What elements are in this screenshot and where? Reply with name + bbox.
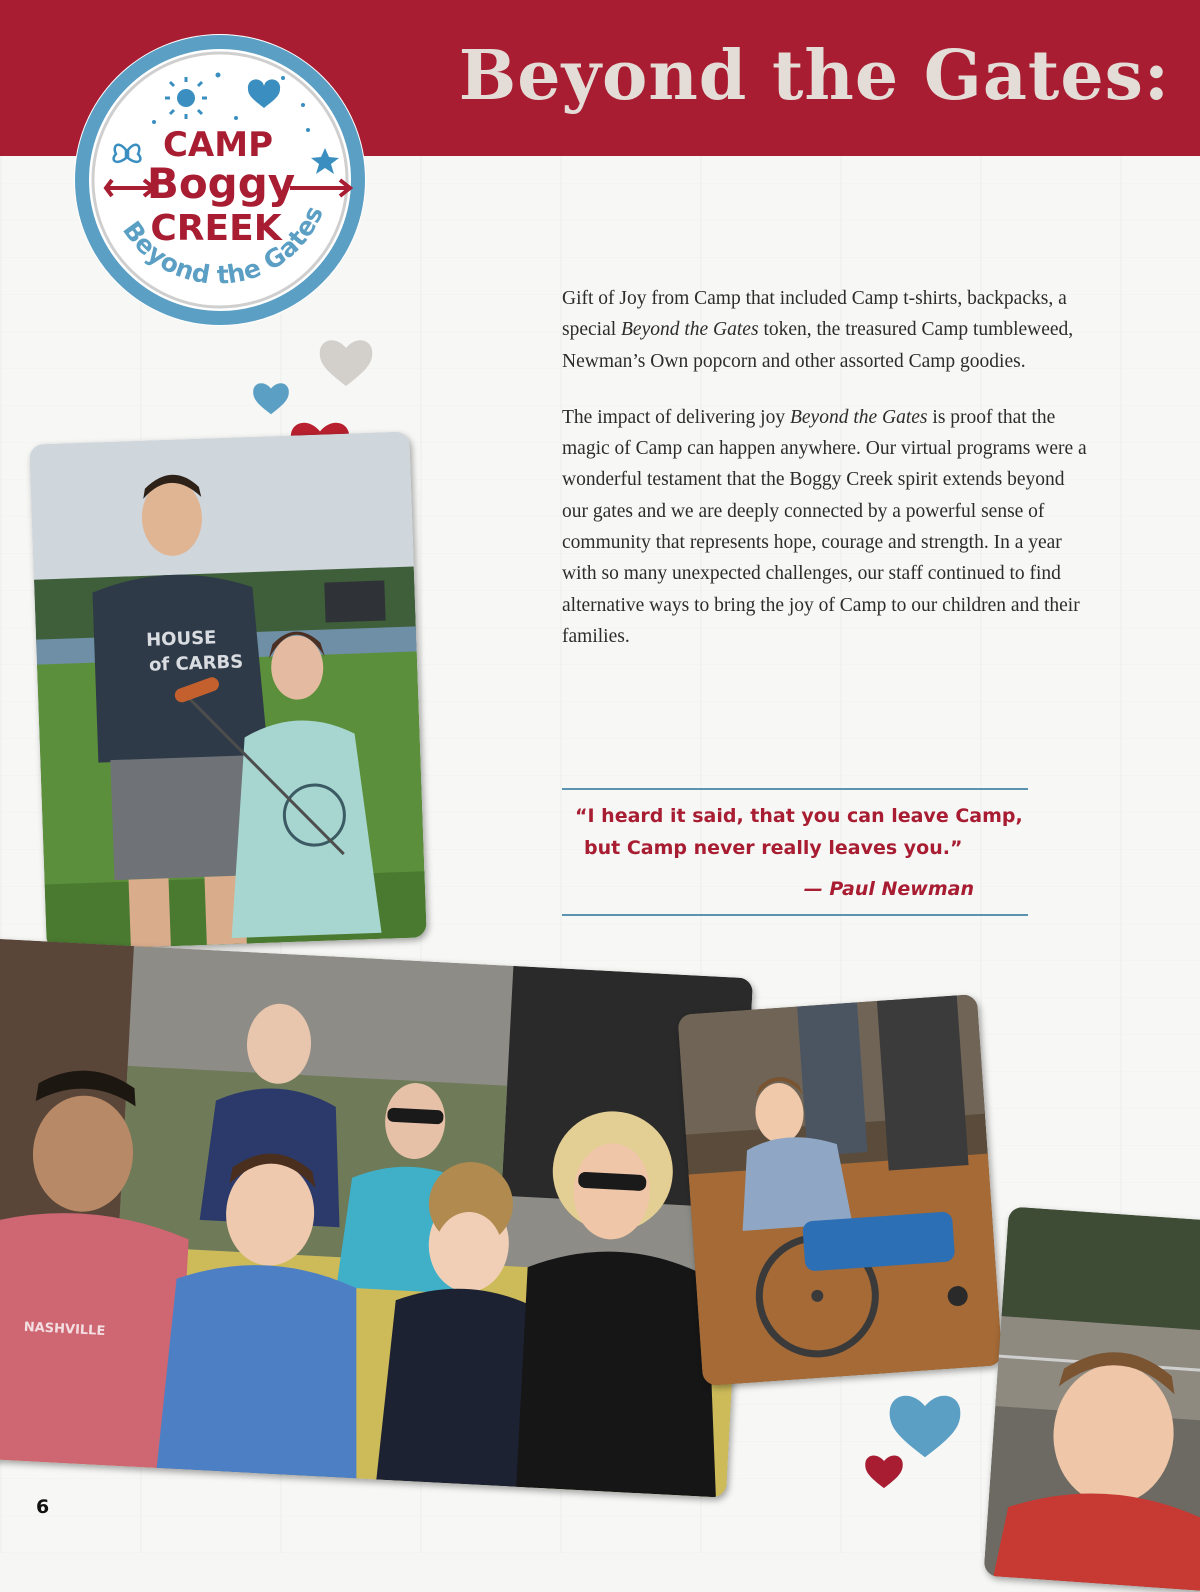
page-title: Beyond the Gates: bbox=[458, 36, 1170, 116]
quote-line-2: but Camp never really leaves you.” bbox=[584, 837, 963, 859]
paragraph-gift-of-joy: Gift of Joy from Camp that included Camp t-shirts, backpacks, a special Beyond the Gates token, the treasured Camp tumbleweed, Newman’s Own popcorn and other assorted Camp goodies. bbox=[562, 288, 1074, 372]
gray-heart-icon bbox=[318, 336, 374, 388]
shirt-text-nashville: NASHVILLE bbox=[23, 1319, 106, 1340]
paragraph-impact: The impact of delivering joy Beyond the Gates is proof that the magic of Camp can happen anywhere. Our virtual programs were a wonderful testament that the Boggy Creek spirit extends beyond our gates and we are deeply connected by a powerful sense of community that represents hope, courage and strength. In a year with so many unexpected challenges, our staff continued to find alternative ways to bring the joy of Camp to our children and their families. bbox=[562, 406, 1087, 647]
photo-wheelchair-boy bbox=[677, 994, 1002, 1386]
photo-wheelchair-boy-image bbox=[677, 994, 1002, 1386]
body-copy bbox=[562, 283, 1092, 677]
logo-camp-text: CAMP bbox=[162, 125, 274, 165]
photo-group bbox=[0, 938, 753, 1498]
quote-author: — Paul Newman bbox=[803, 878, 974, 900]
photo-boy-life-vest bbox=[983, 1206, 1200, 1591]
photo-father-daughter-image bbox=[29, 432, 426, 951]
logo-boggy-text: Boggy bbox=[146, 159, 296, 208]
blue-heart-icon bbox=[252, 380, 290, 416]
shirt-text-carbs: of CARBS bbox=[148, 651, 244, 676]
page-number: 6 bbox=[36, 1496, 50, 1518]
shirt-text-house: HOUSE bbox=[145, 627, 217, 651]
red-heart-bottom-icon bbox=[864, 1452, 904, 1490]
photo-boy-life-vest-image bbox=[983, 1206, 1200, 1591]
photo-group-image bbox=[0, 938, 753, 1498]
photo-father-daughter bbox=[29, 432, 426, 951]
logo-arc-text: Beyond the Gates bbox=[117, 201, 329, 290]
logo-badge-graphic bbox=[68, 30, 368, 330]
blue-heart-bottom-icon bbox=[886, 1390, 964, 1460]
logo-creek-text: CREEK bbox=[150, 208, 282, 249]
camp-boggy-creek-logo bbox=[68, 30, 368, 330]
pull-quote bbox=[562, 788, 1028, 916]
quote-line-1: “I heard it said, that you can leave Camp, bbox=[575, 805, 1023, 827]
